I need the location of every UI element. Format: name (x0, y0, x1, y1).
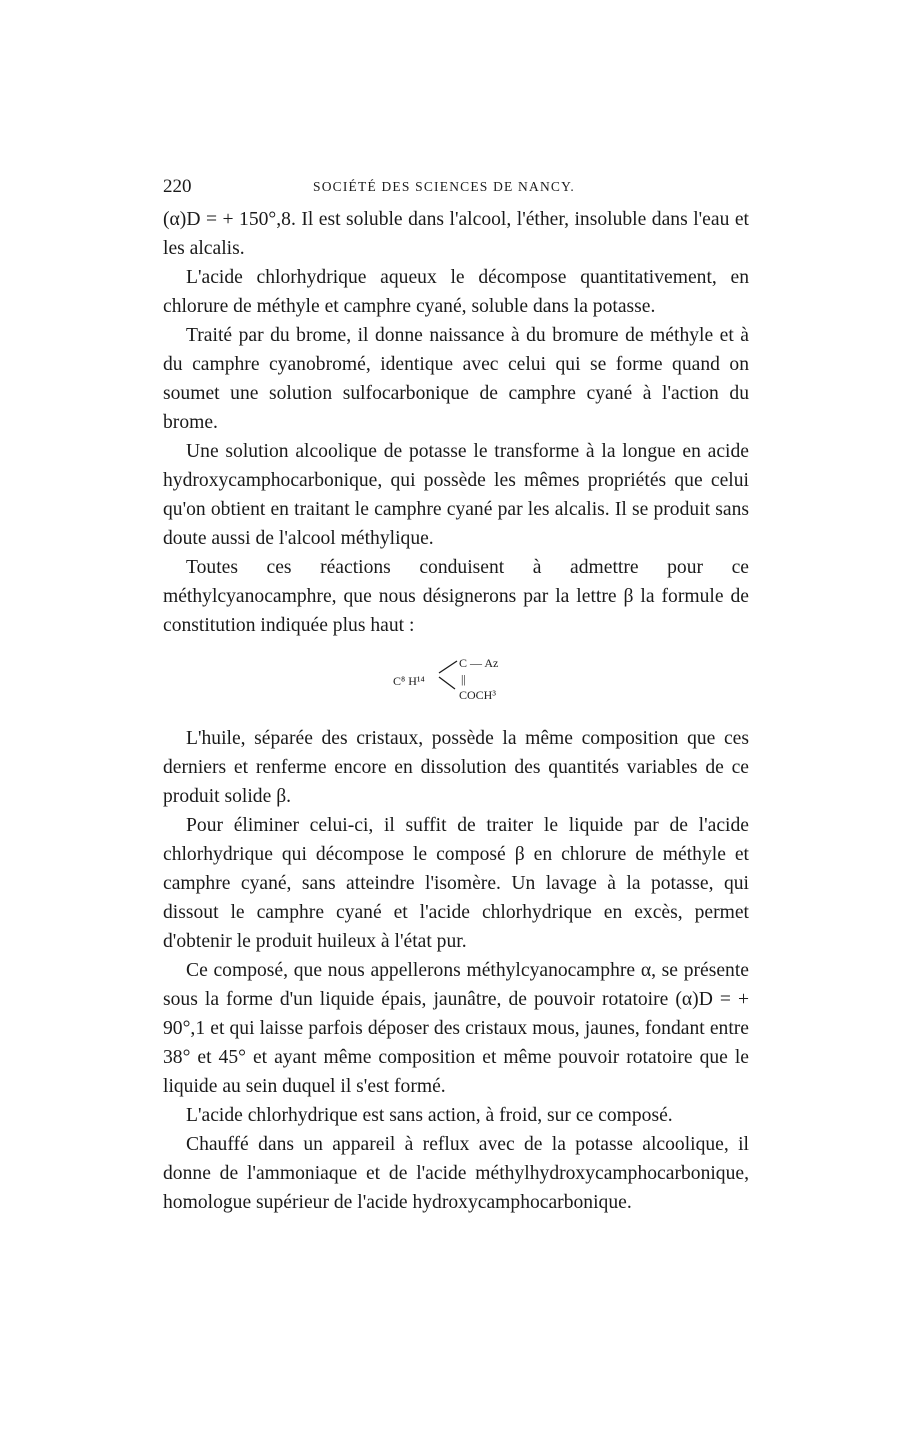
paragraph: L'acide chlorhydrique aqueux le décompose quantitativement, en chlorure de méthyle et camphre cyané, soluble dans la potasse. (163, 267, 749, 317)
paragraph: Pour éliminer celui-ci, il suffit de traiter le liquide par de l'acide chlorhydrique qui décompose le composé β en chlorure de méthyle et camphre cyané, sans atteindre l'isomère. Un lavage à la potasse, qui dissout le camphre cyané et l'acide chlorhydrique en excès, permet d'obtenir le produit huileux à l'état pur. (163, 815, 749, 952)
chemical-formula (163, 640, 749, 724)
running-head: SOCIÉTÉ DES SCIENCES DE NANCY. (313, 179, 575, 194)
body-text (163, 205, 749, 1217)
page-header (163, 176, 749, 202)
paragraph: L'acide chlorhydrique est sans action, à froid, sur ce composé. (186, 1105, 673, 1126)
paragraph: Chauffé dans un appareil à reflux avec de la potasse alcoolique, il donne de l'ammoniaque et de l'acide méthylhydroxycamphocarbonique, homologue supérieur de l'acide hydroxycamphocarbonique. (163, 1134, 749, 1213)
paragraph: Ce composé, que nous appellerons méthylcyanocamphre α, se présente sous la forme d'un liquide épais, jaunâtre, de pouvoir rotatoire (α)D = + 90°,1 et qui laisse parfois déposer des cristaux mous, jaunes, fondant entre 38° et 45° et ayant même composition et même pouvoir rotatoire que le liquide au sein duquel il s'est formé. (163, 960, 749, 1097)
paragraph: L'huile, séparée des cristaux, possède la même composition que ces derniers et renferme encore en dissolution des quantités variables de ce produit solide β. (163, 728, 749, 807)
formula-double-bond: || (461, 672, 466, 686)
paragraph: Une solution alcoolique de potasse le transforme à la longue en acide hydroxycamphocarbonique, qui possède les mêmes propriétés que celui qu'on obtient en traitant le camphre cyané par les alcalis. Il se produit sans doute aussi de l'alcool méthylique. (163, 441, 749, 549)
formula-bond-lines (163, 640, 749, 724)
paragraph: Toutes ces réactions conduisent à admettre pour ce méthylcyanocamphre, que nous désignerons par la lettre β la formule de constitution indiquée plus haut : (163, 557, 749, 636)
formula-left: C⁸ H¹⁴ (393, 674, 425, 688)
formula-top: C — Az (459, 656, 499, 670)
page-number: 220 (163, 176, 192, 197)
formula-bottom: COCH³ (459, 688, 496, 702)
paragraph: Traité par du brome, il donne naissance à du bromure de méthyle et à du camphre cyanobromé, identique avec celui qui se forme quand on soumet une solution sulfocarbonique de camphre cyané à l'action du brome. (163, 325, 749, 433)
paragraph: (α)D = + 150°,8. Il est soluble dans l'alcool, l'éther, insoluble dans l'eau et les alcalis. (163, 209, 749, 259)
